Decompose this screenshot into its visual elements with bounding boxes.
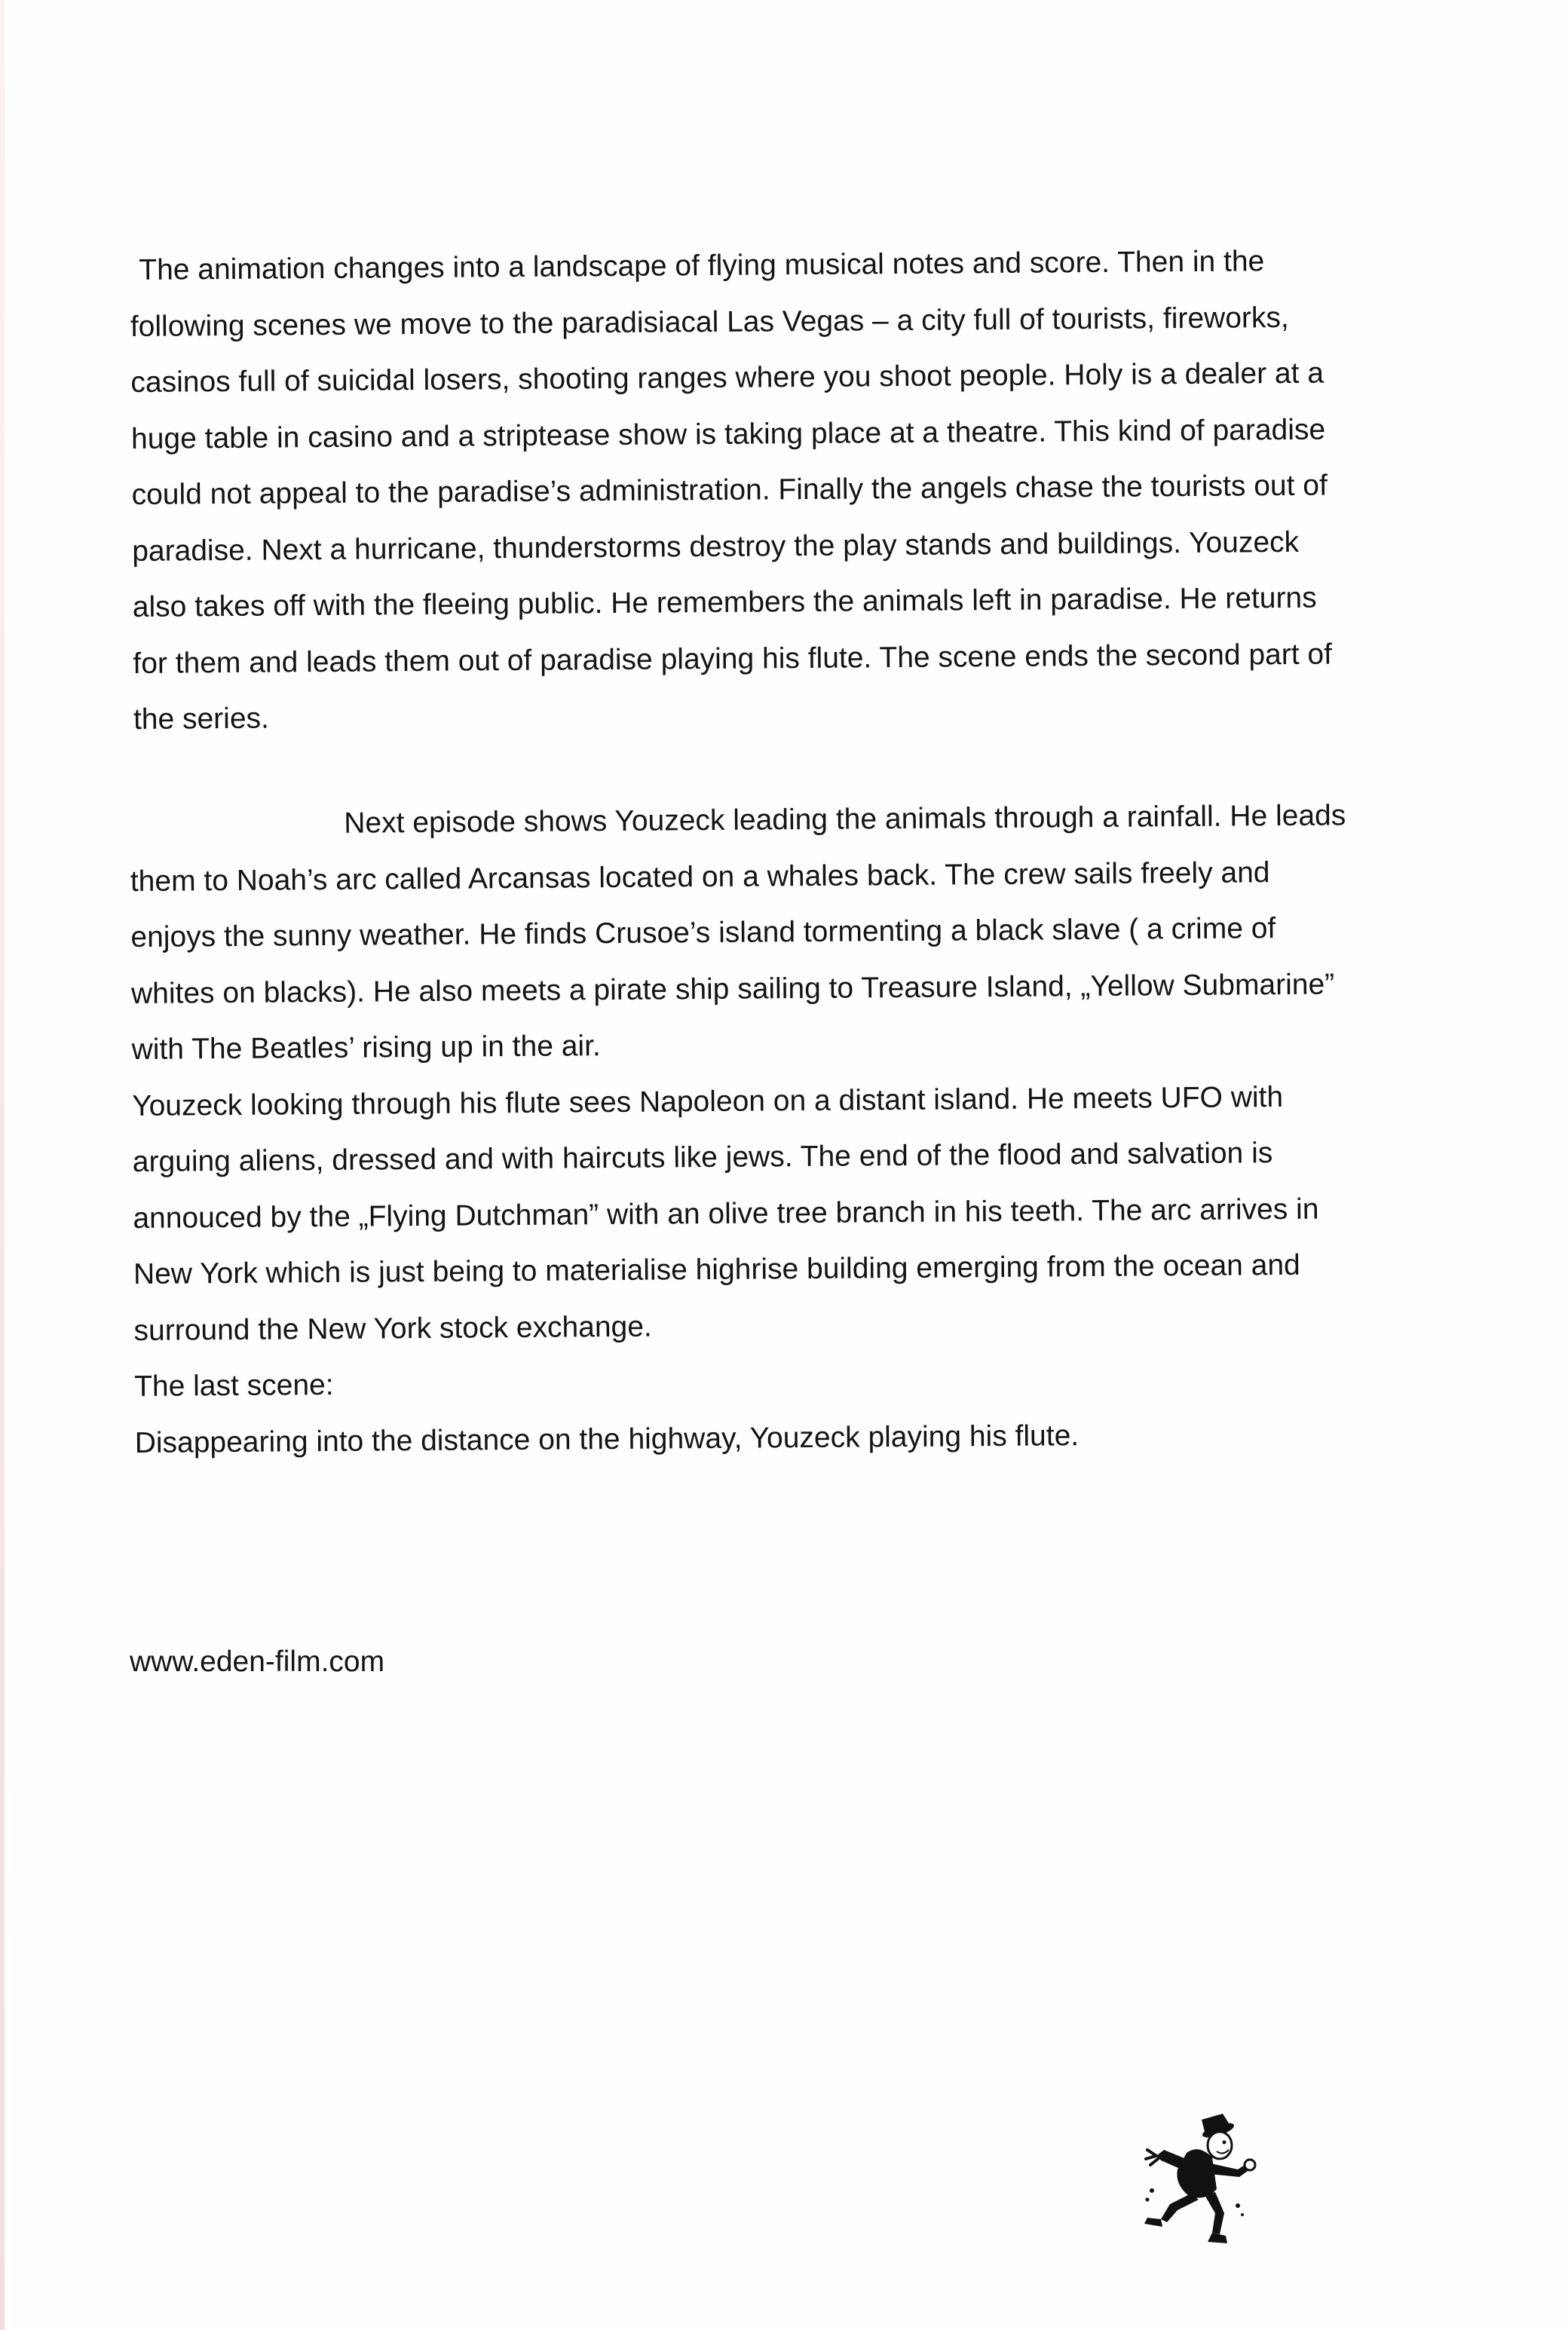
text-line: The last scene: bbox=[133, 1368, 334, 1403]
text-line: with The Beatles’ rising up in the air. bbox=[131, 1030, 601, 1066]
text-line: Youzeck looking through his flute sees Napoleon on a distant island. He meets UFO with bbox=[132, 1080, 1284, 1122]
page-edge-shadow bbox=[0, 0, 5, 2330]
website-link[interactable]: www.eden-film.com bbox=[130, 1646, 385, 1678]
text-line: The animation changes into a landscape of flying musical notes and score. Then in the bbox=[139, 245, 1265, 286]
text-line: paradise. Next a hurricane, thunderstorms destroy the play stands and buildings. Youzeck bbox=[132, 525, 1300, 568]
text-line: for them and leads them out of paradise playing his flute. The scene ends the second part of bbox=[133, 637, 1333, 680]
text-line: annouced by the „Flying Dutchman” with an olive tree branch in his teeth. The arc arrives in bbox=[133, 1193, 1319, 1235]
text-line: enjoys the sunny weather. He finds Crusoe’s island tormenting a black slave ( a crime of bbox=[130, 912, 1276, 954]
paragraph-next-episode bbox=[130, 788, 1346, 1471]
text-line: could not appeal to the paradise’s administration. Finally the angels chase the tourists out of bbox=[131, 469, 1328, 511]
text-line: huge table in casino and a striptease show is taking place at a theatre. This kind of paradise bbox=[130, 413, 1326, 455]
text-line: casinos full of suicidal losers, shooting ranges where you shoot people. Holy is a dealer at a bbox=[130, 357, 1325, 399]
text-line: Next episode shows Youzeck leading the animals through a rainfall. He leads bbox=[344, 799, 1346, 840]
text-line: surround the New York stock exchange. bbox=[133, 1310, 652, 1347]
running-figure-logo-icon bbox=[1117, 2100, 1268, 2251]
text-line: Disappearing into the distance on the highway, Youzeck playing his flute. bbox=[134, 1419, 1080, 1459]
text-line: New York which is just being to materialise highrise building emerging from the ocean and bbox=[133, 1248, 1300, 1291]
text-line: arguing aliens, dressed and with haircuts like jews. The end of the flood and salvation is bbox=[132, 1137, 1273, 1178]
text-line: whites on blacks). He also meets a pirate ship sailing to Treasure Island, „Yellow Submarine” bbox=[130, 967, 1335, 1010]
text-line: them to Noah’s arc called Arcansas located on a whales back. The crew sails freely and bbox=[130, 856, 1270, 898]
text-line: following scenes we move to the paradisiacal Las Vegas – a city full of tourists, fireworks, bbox=[130, 301, 1289, 343]
text-line: also takes off with the fleeing public. He remembers the animals left in paradise. He returns bbox=[132, 581, 1317, 623]
paragraph-scene-two bbox=[130, 233, 1344, 748]
text-line: the series. bbox=[133, 702, 270, 736]
